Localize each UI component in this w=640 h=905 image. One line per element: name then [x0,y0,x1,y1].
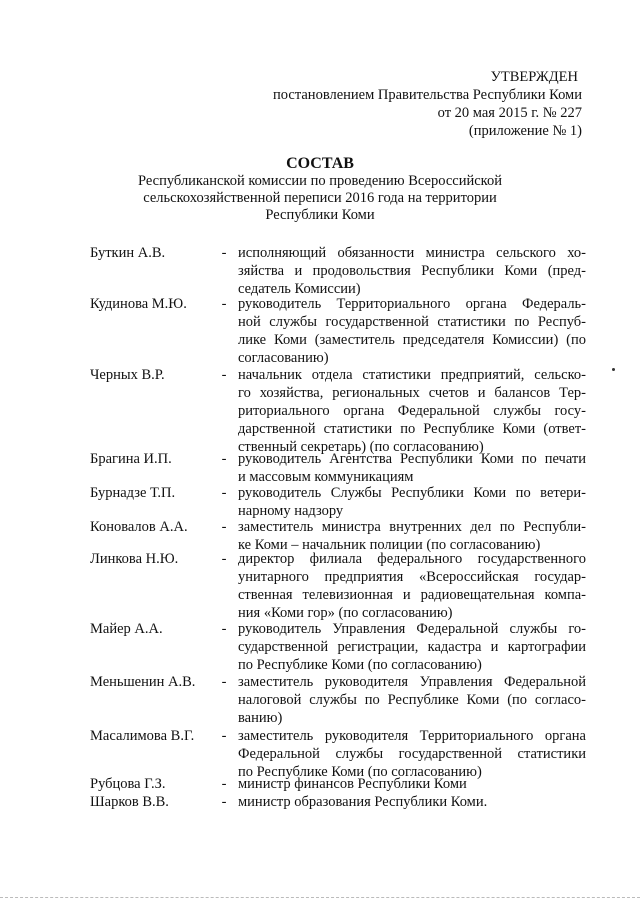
member-role-line: ственная телевизионная и радиовещательная компа- [238,587,586,603]
member-role-line: заместитель министра внутренних дел по Республи- [238,519,586,535]
member-role-line: риториального органа Федеральной службы госу- [238,403,586,419]
member-dash: - [221,519,227,535]
member-role-line: и массовым коммуникациям [238,469,414,485]
member-role [238,673,586,727]
member-role [238,793,586,811]
member-dash: - [221,367,227,383]
member-dash: - [221,451,227,467]
member-dash: - [221,296,227,312]
heading-subtitle-line: Республиканской комиссии по проведению Всероссийской [138,173,502,189]
member-name: Коновалов А.А. [90,519,188,535]
member-dash: - [221,776,227,792]
member-role-line: ной службы государственной статистики по Респуб- [238,314,586,330]
member-role [238,244,586,298]
scan-speck [612,368,615,371]
member-role-line: сударственной регистрации, кадастра и картографии [238,639,586,655]
member-role-line: по Республике Коми (по согласованию) [238,657,482,673]
member-name: Шарков В.В. [90,794,169,810]
member-dash: - [221,728,227,744]
member-role-line: зяйства и продовольствия Республики Коми (пред- [238,263,586,279]
approval-stamp [202,68,582,140]
member-dash: - [221,794,227,810]
member-name: Черных В.Р. [90,367,165,383]
member-role-line: заместитель руководителя Территориального органа [238,728,586,744]
member-role-line: заместитель руководителя Управления Федеральной [238,674,586,690]
member-role-line: лике Коми (заместитель председателя Комиссии) (по [238,332,586,348]
member-role-line: согласованию) [238,350,329,366]
member-role-line: директор филиала федерального государственного [238,551,586,567]
member-role-line: по Республике Коми (по согласованию) [238,764,482,780]
member-role-line: руководитель Агентства Республики Коми по печати [238,451,586,467]
member-role-line: руководитель Территориального органа Федераль- [238,296,586,312]
member-name: Масалимова В.Г. [90,728,195,744]
member-name: Майер А.А. [90,621,163,637]
member-name: Бурнадзе Т.П. [90,485,176,501]
member-role-line: седатель Комиссии) [238,281,361,297]
document-heading [80,154,560,224]
member-role-line: налоговой службы по Республике Коми (по согласо- [238,692,586,708]
member-role [238,620,586,674]
member-role [238,518,586,554]
member-role-line: министр финансов Республики Коми [238,776,467,792]
member-role [238,775,586,793]
member-name: Меньшенин А.В. [90,674,196,690]
member-role-line: исполняющий обязанности министра сельского хо- [238,245,586,261]
approval-title: УТВЕРЖДЕН [490,69,578,85]
member-role-line: ния «Коми гор» (по согласованию) [238,605,453,621]
member-name: Рубцова Г.З. [90,776,166,792]
member-role-line: министр образования Республики Коми. [238,794,488,810]
approval-appendix: (приложение № 1) [468,123,582,139]
member-role [238,484,586,520]
member-dash: - [221,485,227,501]
member-role-line: дарственной статистики по Республике Коми (ответ- [238,421,586,437]
heading-subtitle-line: Республики Коми [265,207,375,223]
member-role-line: начальник отдела статистики предприятий, сельско- [238,367,586,383]
member-name: Кудинова М.Ю. [90,296,187,312]
member-role-line: руководитель Службы Республики Коми по ветери- [238,485,586,501]
member-role [238,550,586,622]
member-role-line: руководитель Управления Федеральной службы го- [238,621,586,637]
approval-date: от 20 мая 2015 г. № 227 [437,105,582,121]
member-role [238,727,586,781]
member-dash: - [221,551,227,567]
member-role-line: нарному надзору [238,503,344,519]
member-role [238,366,586,456]
member-role [238,295,586,367]
heading-subtitle-line: сельскохозяйственной переписи 2016 года на территории [143,190,497,206]
member-name: Брагина И.П. [90,451,172,467]
member-name: Буткин А.В. [90,245,166,261]
heading-title: СОСТАВ [286,155,354,172]
member-role-line: Федеральной службы государственной статистики [238,746,586,762]
approval-decree: постановлением Правительства Республики Коми [273,87,582,103]
member-role-line: ке Коми – начальник полиции (по согласованию) [238,537,541,553]
member-role-line: ванию) [238,710,283,726]
member-role [238,450,586,486]
member-role-line: го хозяйства, региональных счетов и балансов Тер- [238,385,586,401]
member-role-line: унитарного предприятия «Всероссийская государ- [238,569,586,585]
member-dash: - [221,245,227,261]
member-name: Линкова Н.Ю. [90,551,179,567]
member-dash: - [221,674,227,690]
member-role-line: ственный секретарь) (по согласованию) [238,439,484,455]
page-bottom-rule [0,897,640,898]
member-dash: - [221,621,227,637]
